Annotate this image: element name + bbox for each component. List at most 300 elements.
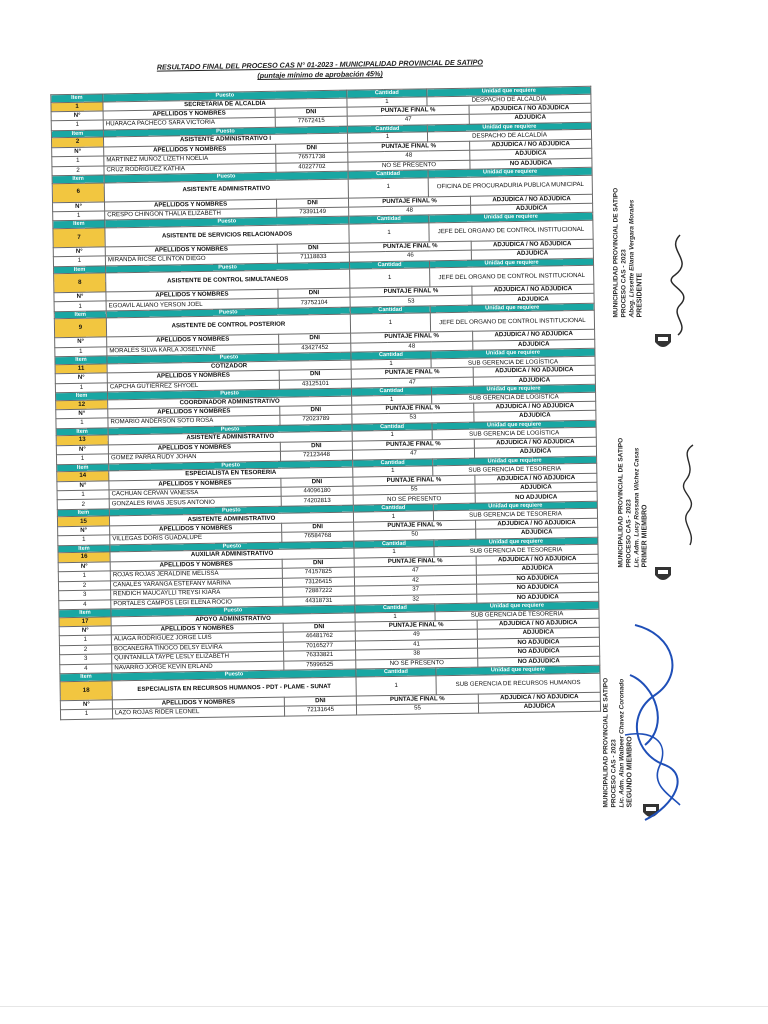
cantidad-header: Cantidad — [349, 215, 429, 224]
item-number: 11 — [55, 364, 107, 374]
candidate-result: ADJUDICA — [474, 446, 596, 457]
cantidad-header: Cantidad — [354, 540, 434, 549]
candidate-score: 48 — [351, 341, 473, 352]
item-header: Item — [57, 464, 109, 472]
requiring-unit: SUB GERENCIA DE LOGÍSTICA — [431, 356, 595, 368]
position-quantity: 1 — [353, 511, 433, 522]
cantidad-header: Cantidad — [353, 458, 433, 467]
puesto-header: Puesto — [105, 217, 349, 228]
dni-header: DNI — [277, 243, 349, 253]
position-name: COTIZADOR — [107, 360, 351, 373]
number-header: N° — [52, 202, 104, 212]
candidate-score: NO SE PRESENTO — [353, 494, 475, 505]
candidate-dni: 76571738 — [276, 152, 348, 163]
candidate-name: CACHUAN CERVAN VANESSA — [109, 487, 281, 499]
unidad-header: Unidad que requiere — [429, 258, 593, 268]
document-subtitle: (puntaje mínimo de aprobación 45%) — [257, 69, 383, 81]
candidate-result: NO ADJUDICA — [478, 647, 600, 658]
name-header: APELLIDOS Y NOMBRES — [111, 623, 283, 635]
item-header: Item — [54, 266, 106, 274]
candidate-result: NO ADJUDICA — [476, 573, 598, 584]
item-number: 7 — [53, 228, 105, 248]
dni-header: DNI — [276, 198, 348, 208]
puesto-header: Puesto — [111, 605, 355, 616]
unidad-header: Unidad que requiere — [429, 213, 593, 223]
title-block — [50, 56, 590, 84]
candidate-name: BOCANEGRA TINOCO DELSY ELVIRA — [111, 642, 283, 654]
candidate-result: ADJUDICA — [471, 248, 593, 259]
number-header: N° — [58, 526, 110, 536]
cantidad-header: Cantidad — [352, 423, 432, 432]
result-header: ADJUDICA / NO ADJUDICA — [474, 401, 596, 412]
position-quantity: 1 — [354, 547, 434, 558]
candidate-name: QUINTANILLA TAYPE LESLY ELIZABETH — [112, 652, 284, 664]
candidate-number: 1 — [56, 454, 108, 464]
candidate-result: NO ADJUDICA — [470, 158, 592, 169]
item-number: 18 — [60, 681, 112, 701]
candidate-name: CRESPO CHINGON THALIA ELIZABETH — [105, 208, 277, 220]
cantidad-header: Cantidad — [349, 261, 429, 270]
position-quantity: 1 — [350, 313, 430, 333]
candidate-number: 1 — [59, 635, 111, 645]
unidad-header: Unidad que requiere — [431, 384, 595, 394]
candidate-name: CRUZ RODRIGUEZ KATHIA — [104, 163, 276, 175]
stamp-proceso: PROCESO CAS - 2023 — [620, 249, 628, 318]
candidate-result: NO ADJUDICA — [477, 637, 599, 648]
name-header: APELLIDOS Y NOMBRES — [109, 478, 281, 490]
puesto-header: Puesto — [106, 307, 350, 318]
candidate-number: 2 — [52, 166, 104, 176]
score-header: PUNTAJE FINAL % — [349, 241, 471, 252]
position-quantity: 1 — [349, 223, 429, 243]
position-quantity: 1 — [356, 676, 436, 696]
score-header: PUNTAJE FINAL % — [356, 694, 478, 705]
unidad-header: Unidad que requiere — [433, 501, 597, 511]
candidate-score: 41 — [355, 639, 477, 650]
cantidad-header: Cantidad — [356, 668, 436, 677]
candidate-number: 3 — [60, 654, 112, 664]
score-header: PUNTAJE FINAL % — [353, 475, 475, 486]
dni-header: DNI — [283, 622, 355, 632]
item-header: Item — [58, 545, 110, 553]
dni-header: DNI — [280, 405, 352, 415]
requiring-unit: JEFE DEL ORGANO DE CONTROL INSTITUCIONAL — [429, 220, 593, 242]
name-header: APELLIDOS Y NOMBRES — [112, 697, 284, 709]
result-header: ADJUDICA / NO ADJUDICA — [473, 330, 595, 341]
candidate-result: ADJUDICA — [470, 148, 592, 159]
number-header: N° — [56, 445, 108, 455]
requiring-unit: SUB GERENCIA DE RECURSOS HUMANOS — [436, 673, 600, 695]
stamp-name: Lic. Adm. Alan Walbeer Chavez Coronado — [618, 678, 626, 808]
stamp-org: MUNICIPALIDAD PROVINCIAL DE SATIPO — [617, 437, 625, 568]
requiring-unit: OFICINA DE PROCURADURIA PUBLICA MUNICIPAL — [428, 175, 592, 197]
score-header: PUNTAJE FINAL % — [348, 196, 470, 207]
position-name: SECRETARIA DE ALCALDÍA — [103, 98, 347, 111]
puesto-header: Puesto — [103, 90, 347, 101]
candidate-number: 1 — [58, 535, 110, 545]
candidate-result: ADJUDICA — [474, 411, 596, 422]
dni-header: DNI — [279, 369, 351, 379]
cantidad-header: Cantidad — [355, 604, 435, 613]
candidate-result: NO ADJUDICA — [475, 492, 597, 503]
name-header: APELLIDOS Y NOMBRES — [107, 371, 279, 383]
item-header: Item — [60, 673, 112, 681]
name-header: APELLIDOS Y NOMBRES — [110, 559, 282, 571]
requiring-unit: SUB GERENCIA DE LOGÍSTICA — [432, 392, 596, 404]
name-header: APELLIDOS Y NOMBRES — [108, 442, 280, 454]
number-header: N° — [59, 626, 111, 636]
unidad-header: Unidad que requiere — [435, 601, 599, 611]
puesto-header: Puesto — [108, 424, 352, 435]
results-table — [50, 86, 601, 720]
unidad-header: Unidad que requiere — [428, 167, 592, 177]
candidate-name: GONZALES RIVAS JESUS ANTONIO — [109, 497, 281, 509]
number-header: N° — [55, 373, 107, 383]
candidate-number: 1 — [51, 120, 103, 130]
name-header: APELLIDOS Y NOMBRES — [107, 335, 279, 347]
puesto-header: Puesto — [103, 126, 347, 137]
candidate-number: 1 — [54, 301, 106, 311]
stamp-role: PRIMER MIEMBRO — [641, 504, 649, 568]
candidate-dni: 73391149 — [277, 207, 349, 218]
candidate-score: 47 — [347, 115, 469, 126]
candidate-result: ADJUDICA — [476, 528, 598, 539]
candidate-name: NAVARRO JORGE KEVIN ERLAND — [112, 661, 284, 673]
page-bottom-rule — [0, 1006, 768, 1007]
puesto-header: Puesto — [107, 388, 351, 399]
position-quantity: 1 — [350, 268, 430, 288]
candidate-number: 1 — [53, 256, 105, 266]
score-header: PUNTAJE FINAL % — [352, 403, 474, 414]
dni-header: DNI — [275, 107, 347, 117]
number-header: N° — [56, 409, 108, 419]
puesto-header: Puesto — [105, 262, 349, 273]
candidate-name: MIRANDA RICSE CLINTON DIEGO — [105, 253, 277, 265]
candidate-dni: 77672415 — [275, 116, 347, 127]
candidate-dni: 72131645 — [284, 705, 356, 716]
candidate-score: 55 — [353, 484, 475, 495]
score-header: PUNTAJE FINAL % — [355, 620, 477, 631]
candidate-number: 1 — [53, 211, 105, 221]
signature-primer-miembro — [668, 440, 708, 550]
item-number: 13 — [56, 435, 108, 445]
candidate-name: EGOAVIL ALIANO YERSON JOEL — [106, 299, 278, 311]
position-name: APOYO ADMINISTRATIVO — [111, 613, 355, 626]
candidate-name: GOMEZ PARRA RUDY JOHAN — [108, 451, 280, 463]
score-header: PUNTAJE FINAL % — [348, 141, 470, 152]
puesto-header: Puesto — [107, 352, 351, 363]
score-header: PUNTAJE FINAL % — [347, 105, 469, 116]
item-header: Item — [59, 609, 111, 617]
result-header: ADJUDICA / NO ADJUDICA — [471, 239, 593, 250]
number-header: N° — [60, 700, 112, 710]
candidate-number: 1 — [55, 347, 107, 357]
candidate-number: 1 — [52, 156, 104, 166]
candidate-score: NO SE PRESENTO — [348, 160, 470, 171]
position-quantity: 1 — [347, 96, 427, 107]
candidate-dni: 46481762 — [283, 631, 355, 642]
candidate-name: MORALES SILVA KARLA JOSELYNNE — [107, 344, 279, 356]
dni-header: DNI — [282, 522, 354, 532]
name-header: APELLIDOS Y NOMBRES — [105, 244, 277, 256]
puesto-header: Puesto — [112, 669, 356, 680]
item-number: 6 — [52, 183, 104, 203]
puesto-header: Puesto — [104, 171, 348, 182]
item-number: 14 — [57, 471, 109, 481]
item-header: Item — [56, 428, 108, 436]
score-header: PUNTAJE FINAL % — [354, 520, 476, 531]
dni-header: DNI — [282, 558, 354, 568]
candidate-number: 1 — [56, 418, 108, 428]
unidad-header: Unidad que requiere — [436, 666, 600, 676]
puesto-header: Puesto — [110, 541, 354, 552]
result-header: ADJUDICA / NO ADJUDICA — [473, 366, 595, 377]
candidate-name: CAPCHA GUTIERREZ SHYOEL — [107, 380, 279, 392]
candidate-dni: 44096180 — [281, 486, 353, 497]
candidate-score: 32 — [355, 594, 477, 605]
number-header: N° — [57, 481, 109, 491]
score-header: PUNTAJE FINAL % — [354, 556, 476, 567]
candidate-dni: 72123448 — [280, 450, 352, 461]
requiring-unit: SUB GERENCIA DE TESORERIA — [433, 509, 597, 521]
candidate-dni: 44318731 — [283, 596, 355, 607]
position-name: ASISTENTE DE SERVICIOS RELACIONADOS — [105, 224, 349, 247]
item-header: Item — [51, 130, 103, 138]
score-header: PUNTAJE FINAL % — [350, 286, 472, 297]
name-header: APELLIDOS Y NOMBRES — [104, 144, 276, 156]
candidate-result: NO ADJUDICA — [478, 656, 600, 667]
dni-header: DNI — [281, 477, 353, 487]
candidate-result: ADJUDICA — [472, 294, 594, 305]
unidad-header: Unidad que requiere — [427, 86, 591, 96]
item-header: Item — [55, 356, 107, 364]
candidate-score: 53 — [352, 413, 474, 424]
candidate-number: 3 — [59, 590, 111, 600]
candidate-dni: 74202813 — [281, 496, 353, 507]
candidate-number: 2 — [59, 645, 111, 655]
position-name: AUXILIAR ADMINISTRATIVO — [110, 548, 354, 561]
candidate-dni: 40227702 — [276, 162, 348, 173]
candidate-result: NO ADJUDICA — [477, 582, 599, 593]
position-name: ESPECIALISTA EN RECURSOS HUMANOS - PDT - PLAME - SUNAT — [112, 677, 356, 700]
unidad-header: Unidad que requiere — [427, 122, 591, 132]
candidate-name: HUARACA PACHECO SARA VICTORIA — [103, 118, 275, 130]
item-header: Item — [53, 220, 105, 228]
stamp-role: SEGUNDO MIEMBRO — [626, 736, 634, 808]
candidate-result: ADJUDICA — [475, 482, 597, 493]
candidate-score: 53 — [350, 296, 472, 307]
candidate-dni: 72023789 — [280, 414, 352, 425]
candidate-dni: 73752104 — [278, 298, 350, 309]
candidate-result: ADJUDICA — [477, 628, 599, 639]
number-header: N° — [51, 111, 103, 121]
candidate-score: 47 — [354, 565, 476, 576]
requiring-unit: DESPACHO DE ALCALDÍA — [427, 94, 591, 106]
candidate-result: ADJUDICA — [471, 203, 593, 214]
name-header: APELLIDOS Y NOMBRES — [103, 108, 275, 120]
candidate-result: ADJUDICA — [469, 113, 591, 124]
result-header: ADJUDICA / NO ADJUDICA — [476, 554, 598, 565]
candidate-dni: 75996525 — [284, 660, 356, 671]
result-header: ADJUDICA / NO ADJUDICA — [475, 473, 597, 484]
item-number: 9 — [54, 318, 106, 338]
candidate-score: 46 — [349, 250, 471, 261]
requiring-unit: SUB GERENCIA DE LOGÍSTICA — [432, 428, 596, 440]
candidate-dni: 71118833 — [277, 252, 349, 263]
result-header: ADJUDICA / NO ADJUDICA — [472, 284, 594, 295]
candidate-score: 42 — [354, 575, 476, 586]
score-header: PUNTAJE FINAL % — [352, 439, 474, 450]
candidate-name: RENDICH MAUCAYLLI TREYSI KIARA — [111, 587, 283, 599]
candidate-score: 37 — [355, 584, 477, 595]
cantidad-header: Cantidad — [350, 306, 430, 315]
position-name: ASISTENTE ADMINISTRATIVO — [104, 179, 348, 202]
number-header: N° — [52, 147, 104, 157]
candidate-dni: 72887222 — [283, 586, 355, 597]
candidate-score: NO SE PRESENTO — [356, 658, 478, 669]
stamp-role: PRESIDENTE — [636, 272, 644, 318]
position-quantity: 1 — [347, 132, 427, 143]
puesto-header: Puesto — [109, 460, 353, 471]
dni-header: DNI — [284, 696, 356, 706]
number-header: N° — [53, 247, 105, 257]
name-header: APELLIDOS Y NOMBRES — [106, 289, 278, 301]
position-quantity: 1 — [348, 177, 428, 197]
candidate-name: VILLEGAS DORIS GUADALUPE — [110, 532, 282, 544]
position-name: ASISTENTE DE CONTROL POSTERIOR — [106, 315, 350, 338]
result-header: ADJUDICA / NO ADJUDICA — [470, 194, 592, 205]
requiring-unit: JEFE DEL ORGANO DE CONTROL INSTITUCIONAL — [430, 265, 594, 287]
score-header: PUNTAJE FINAL % — [351, 332, 473, 343]
candidate-dni: 76333821 — [284, 650, 356, 661]
position-name: ESPECIALISTA EN TESORERIA — [109, 467, 353, 480]
unidad-header: Unidad que requiere — [432, 420, 596, 430]
item-header: Item — [55, 392, 107, 400]
result-header: ADJUDICA / NO ADJUDICA — [470, 139, 592, 150]
stamp-proceso: PROCESO CAS - 2023 — [625, 499, 633, 568]
requiring-unit: JEFE DEL ORGANO DE CONTROL INSTITUCIONAL — [430, 311, 594, 333]
candidate-name: LAZO ROJAS RIDER LEONEL — [112, 706, 284, 718]
cantidad-header: Cantidad — [351, 387, 431, 396]
item-number: 16 — [58, 552, 110, 562]
item-header: Item — [51, 94, 103, 102]
item-header: Item — [57, 509, 109, 517]
position-quantity: 1 — [353, 466, 433, 477]
result-header: ADJUDICA / NO ADJUDICA — [478, 692, 600, 703]
number-header: N° — [54, 292, 106, 302]
dni-header: DNI — [279, 334, 351, 344]
stamp-name: Lic. Adm. Lucy Rossana Vilchez Casas — [633, 447, 641, 568]
candidate-dni: 73126415 — [282, 577, 354, 588]
puesto-header: Puesto — [109, 505, 353, 516]
requiring-unit: SUB GERENCIA DE TESORERIA — [434, 545, 598, 557]
unidad-header: Unidad que requiere — [434, 537, 598, 547]
name-header: APELLIDOS Y NOMBRES — [104, 199, 276, 211]
position-quantity: 1 — [355, 611, 435, 622]
result-header: ADJUDICA / NO ADJUDICA — [474, 437, 596, 448]
position-name: ASISTENTE DE CONTROL SIMULTANEOS — [106, 269, 350, 292]
candidate-result: NO ADJUDICA — [477, 592, 599, 603]
candidate-dni: 76584768 — [282, 531, 354, 542]
number-header: N° — [58, 562, 110, 572]
position-name: ASISTENTE ADMINISTRATIVO I — [103, 133, 347, 146]
position-quantity: 1 — [351, 359, 431, 370]
unidad-header: Unidad que requiere — [431, 349, 595, 359]
name-header: APELLIDOS Y NOMBRES — [108, 406, 280, 418]
candidate-result: ADJUDICA — [473, 375, 595, 386]
candidate-name: ROMARIO ANDERSON SOTO ROSA — [108, 416, 280, 428]
position-name: COORDINADOR ADMINISTRATIVO — [108, 396, 352, 409]
results-sheet — [50, 56, 602, 854]
position-quantity: 1 — [352, 430, 432, 441]
candidate-score: 55 — [356, 703, 478, 714]
stamp-org: MUNICIPALIDAD PROVINCIAL DE SATIPO — [602, 677, 610, 808]
unidad-header: Unidad que requiere — [430, 303, 594, 313]
dni-header: DNI — [278, 288, 350, 298]
candidate-number: 2 — [57, 499, 109, 509]
candidate-name: MARTINEZ MUÑOZ LIZETH NOELIA — [104, 153, 276, 165]
candidate-number: 4 — [60, 664, 112, 674]
candidate-result: ADJUDICA — [473, 339, 595, 350]
cantidad-header: Cantidad — [347, 125, 427, 134]
candidate-number: 2 — [58, 580, 110, 590]
position-name: ASISTENTE ADMINISTRATIVO — [108, 431, 352, 444]
result-header: ADJUDICA / NO ADJUDICA — [476, 518, 598, 529]
result-header: ADJUDICA / NO ADJUDICA — [477, 618, 599, 629]
candidate-number: 1 — [57, 490, 109, 500]
candidate-number: 1 — [58, 571, 110, 581]
candidate-score: 47 — [351, 377, 473, 388]
candidate-score: 48 — [348, 150, 470, 161]
stamp-proceso: PROCESO CAS - 2023 — [610, 739, 618, 808]
candidate-name: ALIAGA RODRIGUEZ JORGE LUIS — [111, 633, 283, 645]
stamp-name: Abog. Lissette Eliana Vergara Morales — [628, 199, 636, 318]
result-header: ADJUDICA / NO ADJUDICA — [469, 103, 591, 114]
cantidad-header: Cantidad — [348, 170, 428, 179]
cantidad-header: Cantidad — [347, 89, 427, 98]
number-header: N° — [55, 337, 107, 347]
candidate-dni: 74157825 — [282, 567, 354, 578]
requiring-unit: DESPACHO DE ALCALDÍA — [427, 130, 591, 142]
candidate-score: 47 — [352, 448, 474, 459]
position-quantity: 1 — [352, 394, 432, 405]
candidate-dni: 43125101 — [279, 379, 351, 390]
requiring-unit: SUB GERENCIA DE TESORERIA — [435, 609, 599, 621]
name-header: APELLIDOS Y NOMBRES — [110, 523, 282, 535]
item-number: 15 — [57, 516, 109, 526]
item-number: 1 — [51, 101, 103, 111]
candidate-result: ADJUDICA — [478, 701, 600, 712]
candidate-name: ROJAS ROJAS JERALDINE MELISSA — [110, 568, 282, 580]
candidate-score: 38 — [356, 649, 478, 660]
signature-segundo-miembro — [615, 615, 695, 830]
item-header: Item — [52, 175, 104, 183]
candidate-number: 4 — [59, 599, 111, 609]
candidate-score: 48 — [349, 205, 471, 216]
candidate-name: PORTALES CAMPOS LEGI ELENA ROCIO — [111, 597, 283, 609]
cantidad-header: Cantidad — [353, 504, 433, 513]
cantidad-header: Cantidad — [351, 351, 431, 360]
candidate-dni: 43427452 — [279, 343, 351, 354]
score-header: PUNTAJE FINAL % — [351, 367, 473, 378]
stamp-org: MUNICIPALIDAD PROVINCIAL DE SATIPO — [612, 187, 620, 318]
item-number: 17 — [59, 616, 111, 626]
candidate-number: 1 — [55, 383, 107, 393]
candidate-result: ADJUDICA — [476, 563, 598, 574]
requiring-unit: SUB GERENCIA DE TESORERIA — [433, 463, 597, 475]
item-number: 8 — [54, 273, 106, 293]
document-title: RESULTADO FINAL DEL PROCESO CAS N° 01-2023 - MUNICIPALIDAD PROVINCIAL DE SATIPO — [156, 57, 484, 72]
